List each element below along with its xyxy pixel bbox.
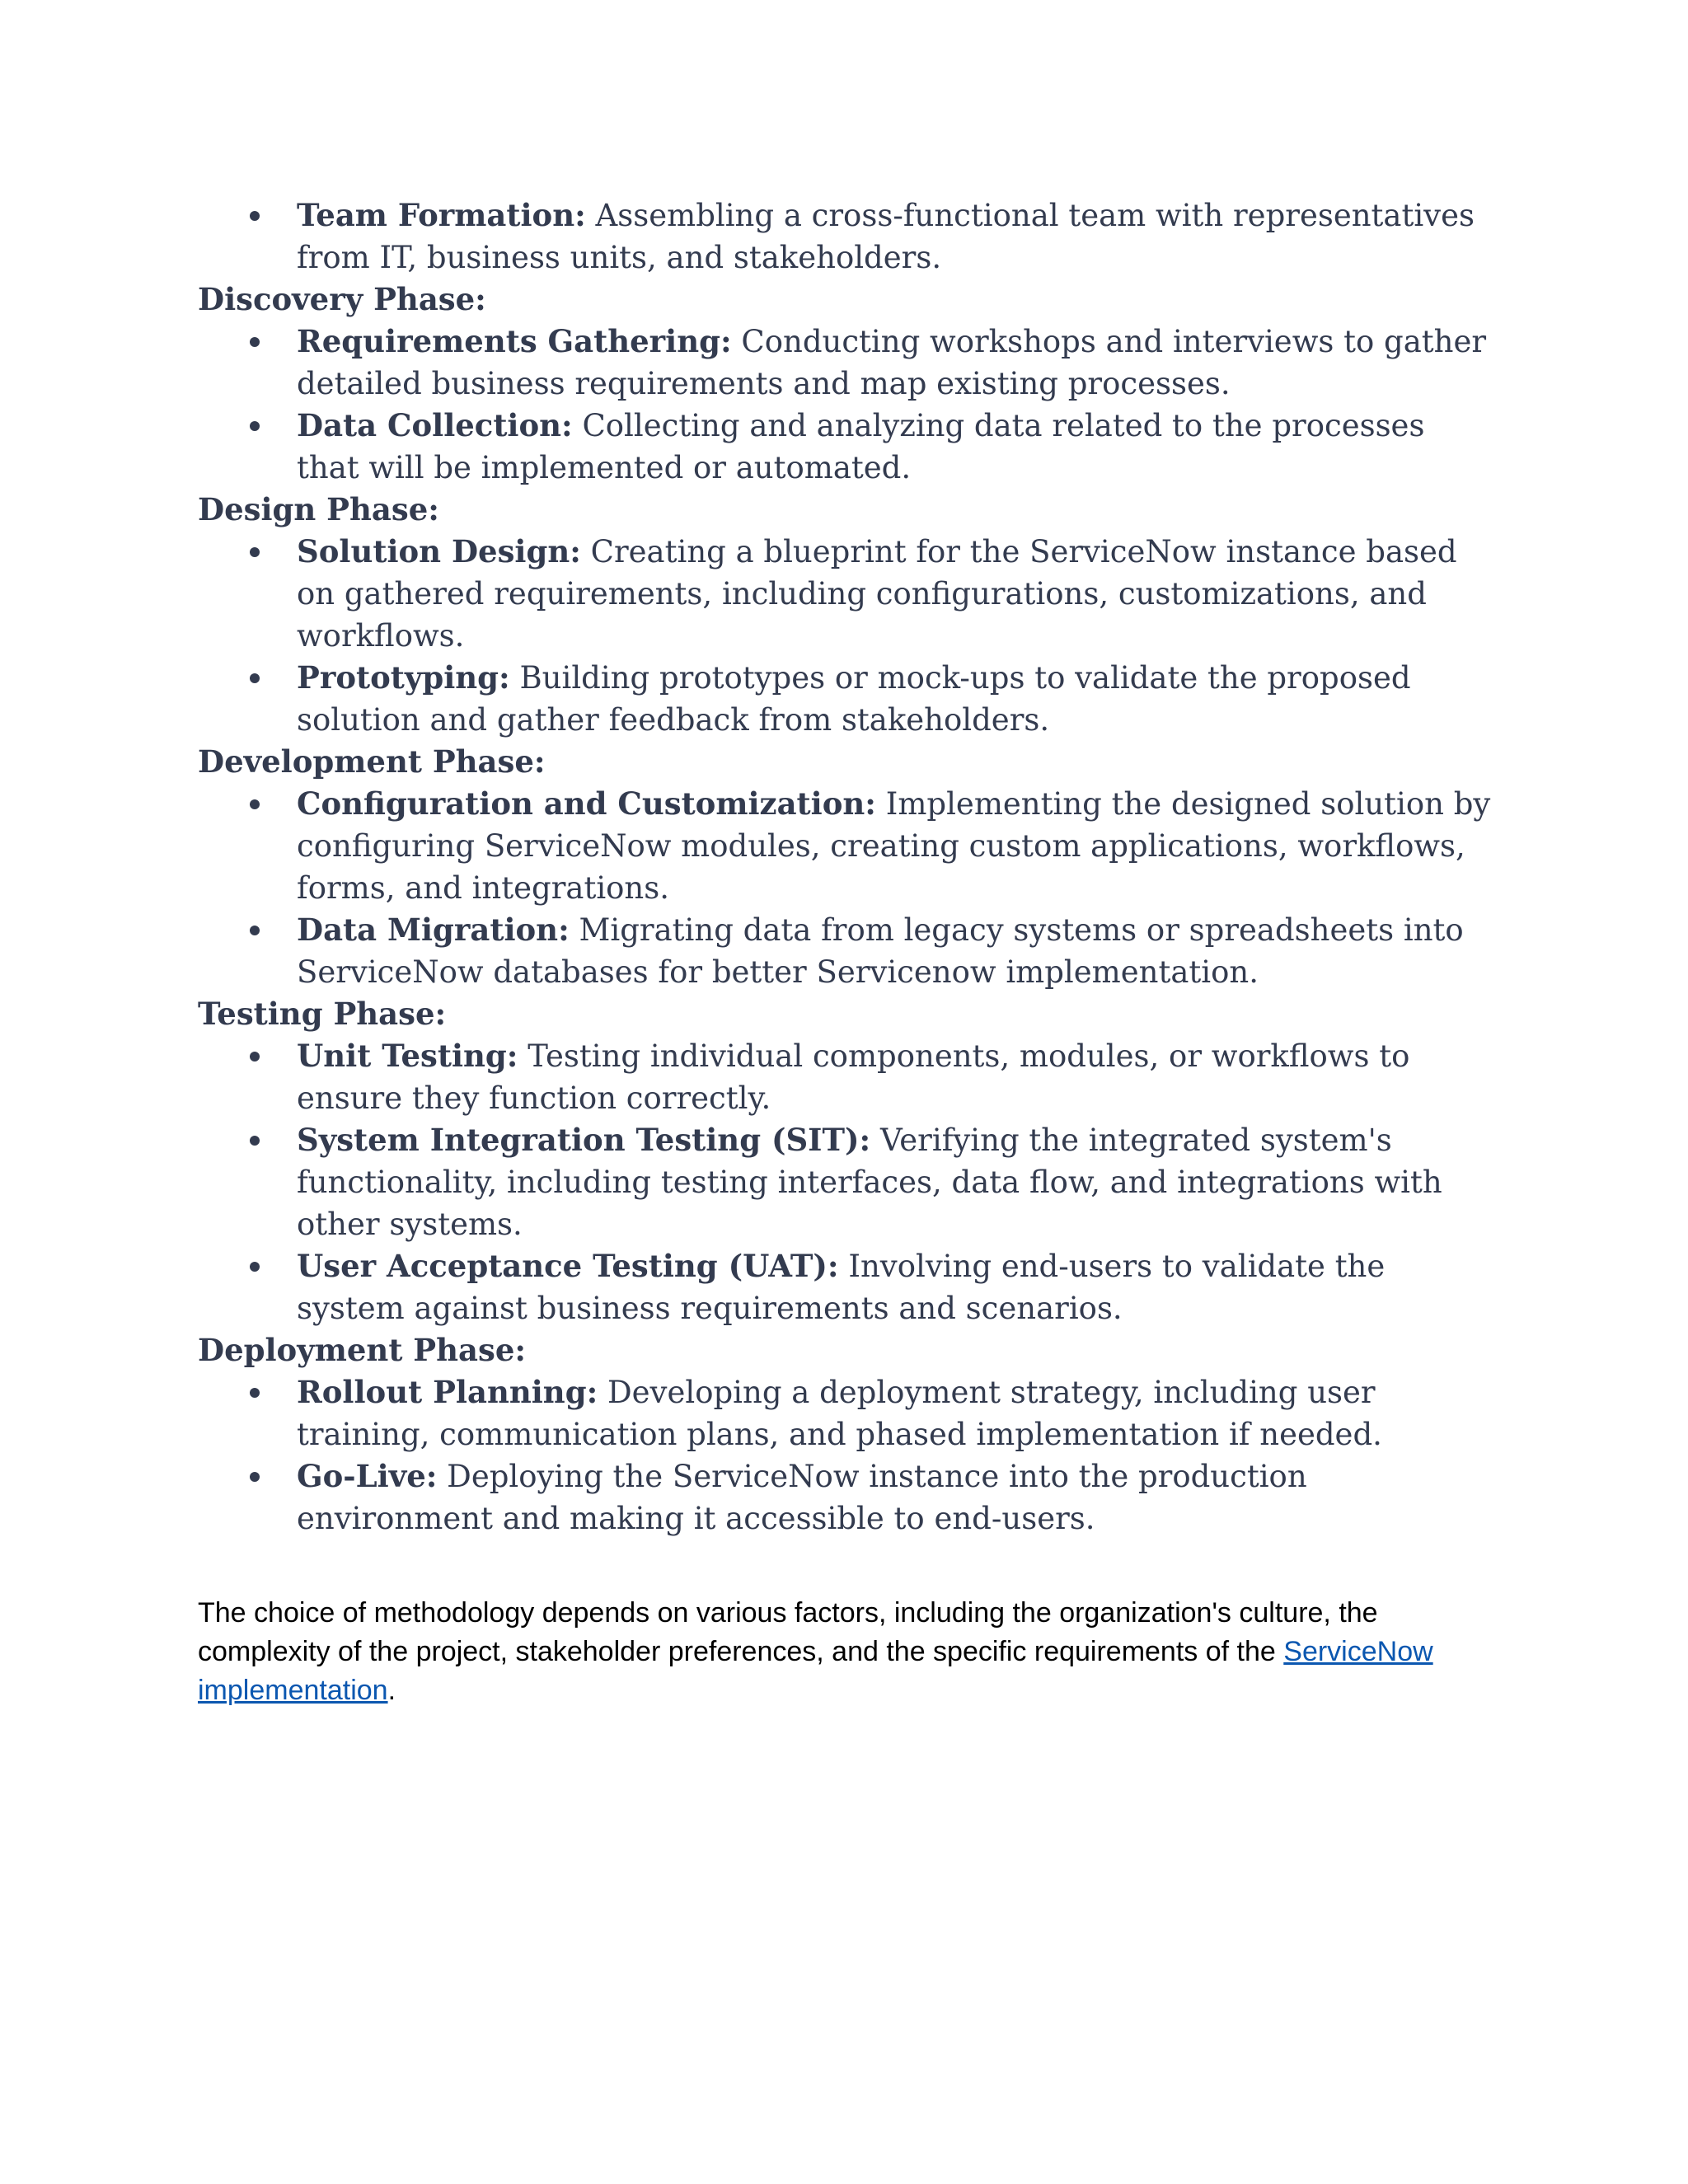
item-description: Assembling a cross-functional team with representatives from IT, business units, and stakeholders.: [297, 198, 1475, 275]
item-title: Rollout Planning:: [297, 1374, 598, 1410]
list-item: [198, 909, 1492, 993]
bullet-icon: [250, 799, 260, 809]
servicenow-implementation-link[interactable]: ServiceNow implementation: [198, 1636, 1433, 1706]
item-description: Deploying the ServiceNow instance into the production environment and making it accessible to end-users.: [297, 1459, 1307, 1536]
list-item: [198, 321, 1492, 405]
item-description: Collecting and analyzing data related to the processes that will be implemented or automated.: [297, 408, 1425, 485]
item-description: Verifying the integrated system's functionality, including testing interfaces, data flow, and integrations with other systems.: [297, 1122, 1442, 1242]
closing-end: .: [387, 1675, 396, 1706]
bullet-icon: [250, 1052, 260, 1062]
item-title: Unit Testing:: [297, 1038, 518, 1074]
item-title: Go-Live:: [297, 1458, 438, 1494]
item-description: Conducting workshops and interviews to gather detailed business requirements and map existing processes.: [297, 324, 1487, 401]
bullet-list: [198, 783, 1492, 993]
bullet-icon: [250, 337, 260, 347]
list-item: [198, 783, 1492, 909]
bullet-icon: [250, 673, 260, 683]
bullet-icon: [250, 926, 260, 935]
item-description: Developing a deployment strategy, including user training, communication plans, and phased implementation if needed.: [297, 1375, 1382, 1452]
bullet-icon: [250, 211, 260, 221]
phase-heading: Discovery Phase:: [198, 281, 486, 317]
bullet-icon: [250, 421, 260, 431]
item-description: Testing individual components, modules, or workflows to ensure they function correctly.: [297, 1038, 1410, 1116]
item-description: Implementing the designed solution by configuring ServiceNow modules, creating custom applications, workflows, forms, and integrations.: [297, 786, 1491, 906]
item-title: Team Formation:: [297, 197, 586, 233]
phase-heading: Deployment Phase:: [198, 1332, 527, 1368]
item-description: Creating a blueprint for the ServiceNow instance based on gathered requirements, including configurations, customizations, and workflows.: [297, 534, 1457, 654]
bullet-list: [198, 194, 1492, 279]
list-item: [198, 1371, 1492, 1455]
list-item: [198, 1119, 1492, 1245]
item-title: Prototyping:: [297, 659, 510, 696]
bullet-icon: [250, 547, 260, 557]
item-description: Building prototypes or mock-ups to validate the proposed solution and gather feedback from stakeholders.: [297, 660, 1411, 738]
phase-sections: [198, 194, 1492, 1540]
bullet-icon: [250, 1472, 260, 1482]
bullet-icon: [250, 1388, 260, 1398]
phase-heading: Design Phase:: [198, 491, 439, 527]
document-body: [198, 194, 1492, 1738]
phase-heading: Development Phase:: [198, 743, 546, 780]
bullet-icon: [250, 1136, 260, 1146]
phase-heading: Testing Phase:: [198, 996, 447, 1032]
list-item: [198, 405, 1492, 489]
closing-text: The choice of methodology depends on various factors, including the organization's culture, the complexity of the project, stakeholder preferences, and the specific requirements of the: [198, 1597, 1378, 1667]
item-title: Solution Design:: [297, 533, 581, 569]
item-title: User Acceptance Testing (UAT):: [297, 1248, 839, 1284]
closing-paragraph: [198, 1594, 1496, 1710]
item-description: Involving end-users to validate the system against business requirements and scenarios.: [297, 1249, 1386, 1326]
list-item: [198, 1245, 1492, 1329]
list-item: [198, 1455, 1492, 1540]
item-title: Data Migration:: [297, 912, 570, 948]
list-item: [198, 1035, 1492, 1119]
bullet-icon: [250, 1262, 260, 1272]
item-title: Configuration and Customization:: [297, 785, 876, 822]
item-title: Requirements Gathering:: [297, 323, 732, 359]
bullet-list: [198, 1371, 1492, 1540]
list-item: [198, 194, 1492, 279]
item-title: System Integration Testing (SIT):: [297, 1122, 871, 1158]
list-item: [198, 657, 1492, 741]
bullet-list: [198, 531, 1492, 741]
bullet-list: [198, 321, 1492, 489]
item-title: Data Collection:: [297, 407, 573, 443]
bullet-list: [198, 1035, 1492, 1329]
list-item: [198, 531, 1492, 657]
item-description: Migrating data from legacy systems or spreadsheets into ServiceNow databases for better Servicenow implementation.: [297, 912, 1464, 990]
